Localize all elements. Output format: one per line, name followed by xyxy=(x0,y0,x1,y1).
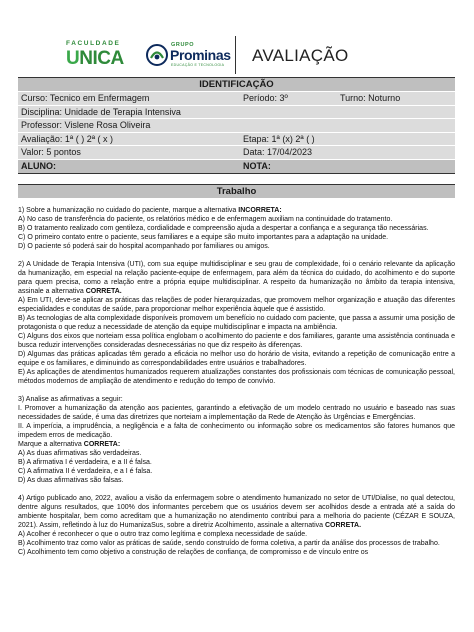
question-2-option-d[interactable]: D) Algumas das práticas aplicadas têm gerado a eficácia no melhor uso do horário de visita, evitando a repetição de comunicação entre a equipe e os familiares, e diminuindo as correspondabilidades entre usuários e trabalhadores. xyxy=(18,351,455,368)
question-3-stem: 3) Analise as afirmativas a seguir: xyxy=(18,395,123,403)
question-1-option-c[interactable]: C) O primeiro contato entre o paciente, seus familiares e a equipe são muito importantes para a adaptação na unidade. xyxy=(18,234,389,242)
page-title: AVALIAÇÃO xyxy=(252,46,349,65)
prominas-grupo-label: GRUPO xyxy=(171,42,195,48)
unica-faculdade-label: FACULDADE xyxy=(66,40,121,47)
question-4-stem: 4) Artigo publicado ano, 2022, avaliou a visão da enfermagem sobre o atendimento humanizado no setor de UTI/Dialise, no qual detectou, dentre alguns resultados, que 100% dos informantes percebem que os usuários devem ser acolhidos desde a entrada até a saída do ambiente hospitalar, bem como acreditam que a humanização no atendimento contribui para a melhoria do paciente (CÉZAR E SOUZA, 2021). Assim, refletindo à luz do HumanizaSus, sobre a diretriz Acolhimento, assinale a alternativa CORRETA. xyxy=(18,494,455,529)
identification-heading-row xyxy=(18,78,455,92)
value-row xyxy=(18,146,455,160)
question-2-option-b[interactable]: B) As tecnologias de alta complexidade disponíveis promovem um benefício no cuidado com paciente, que passa a assumir uma posição de protagonista o que reduz a necessidade de atenção da equipe multidisciplinar e impacta na ambiência. xyxy=(18,315,455,332)
nota-field[interactable]: NOTA: xyxy=(240,159,455,173)
question-4-option-b[interactable]: B) Acolhimento traz como valor as práticas de saúde, sendo construído de forma coletiva, a partir da análise dos processos de trabalho. xyxy=(18,540,440,548)
question-1-stem: 1) Sobre a humanização no cuidado do paciente, marque a alternativa INCORRETA: xyxy=(18,207,282,214)
question-3-option-c[interactable]: C) A afirmativa II é verdadeira, e a I é falsa. xyxy=(18,468,153,476)
question-1-option-b[interactable]: B) O tratamento realizado com gentileza, cordialidade e compreensão ajuda a despertar a confiança e a segurança tão necessárias. xyxy=(18,225,429,233)
avaliacao-cell: Avaliação: 1ª ( ) 2ª ( x ) xyxy=(18,132,240,146)
data-cell: Data: 17/04/2023 xyxy=(240,146,455,160)
question-3-instruction: Marque a alternativa CORRETA: xyxy=(18,441,121,449)
prominas-logo xyxy=(146,42,232,70)
question-2-option-e[interactable]: E) As aplicações de atendimentos humanizados requerem atualizações constantes dos profissionais com técnicas de comunicação pessoal, métodos modernos de ampliação de atendimento e redução do tempo de convívio. xyxy=(18,369,455,386)
etapa-cell: Etapa: 1ª (x) 2ª ( ) xyxy=(240,132,455,146)
question-4-option-a[interactable]: A) Acolher é reconhecer o que o outro traz como legítima e complexa necessidade de saúde. xyxy=(18,531,308,539)
aluno-field[interactable]: ALUNO: xyxy=(18,159,240,173)
disciplina-cell: Disciplina: Unidade de Terapia Intensiva xyxy=(18,105,455,119)
identification-table xyxy=(18,77,455,174)
unica-name: UNICA xyxy=(66,48,124,69)
question-4-option-c[interactable]: C) Acolhimento tem como objetivo a construção de relações de confiança, de compromisso e de vínculo entre os xyxy=(18,549,369,557)
question-2-stem: 2) A Unidade de Terapia Intensiva (UTI), com sua equipe multidisciplinar e seu grau de complexidade, foi o cenário relevante da aplicação da humanização, em especial na relação paciente-equipe de enfermagem, para além da técnica do cuidado, do acolhimento e do suporte para quem precisa, como a relação entre a própria equipe multidisciplinar. A respeito da humanização no âmbito da terapia intensiva, assinale a alternativa CORRETA. xyxy=(18,260,455,295)
question-3-option-d[interactable]: D) As duas afirmativas são falsas. xyxy=(18,477,124,485)
valor-cell: Valor: 5 pontos xyxy=(18,146,240,160)
prominas-mark-icon xyxy=(146,44,168,66)
discipline-row xyxy=(18,105,455,119)
header-divider xyxy=(235,36,236,74)
page-header xyxy=(0,0,474,78)
question-3-option-a[interactable]: A) As duas afirmativas são verdadeiras. xyxy=(18,450,142,458)
turno-cell: Turno: Noturno xyxy=(337,92,455,106)
unica-logo xyxy=(66,40,130,70)
question-3-statement-i: I. Promover a humanização da atenção aos pacientes, garantindo a efetivação de um modelo centrado no usuário e baseado nas suas necessidades de saúde, é uma das diretrizes que norteiam a implementação da Rede de Atenção às Urgências e Emergências. xyxy=(18,404,455,421)
question-1-option-a[interactable]: A) No caso de transferência do paciente, os relatórios médico e de enfermagem auxiliam na continuidade do tratamento. xyxy=(18,216,393,224)
question-3-option-b[interactable]: B) A afirmativa I é verdadeira, e a II é falsa. xyxy=(18,459,152,467)
professor-cell: Professor: Vislene Rosa Oliveira xyxy=(18,119,455,133)
course-row xyxy=(18,92,455,106)
question-2-option-a[interactable]: A) Em UTI, deve-se aplicar as práticas das relações de poder hierarquizadas, que promovem melhor organização e atuação das diferentes especialidades e condutas de saúde, para proporcionar melhor experiência àquele que é assistido. xyxy=(18,296,455,313)
evaluation-row xyxy=(18,132,455,146)
prominas-name: Prominas xyxy=(170,47,231,63)
question-2-option-c[interactable]: C) Alguns dos eixos que norteiam essa política englobam o acolhimento do paciente e dos familiares, garante uma assistência continuada e busca reduzir intervenções consideradas desnecessárias no que diz respeito às diferenças. xyxy=(18,333,455,350)
periodo-cell: Período: 3º xyxy=(240,92,337,106)
prominas-subtitle: EDUCAÇÃO E TECNOLOGIA xyxy=(171,63,225,67)
question-1-option-d[interactable]: D) O paciente só poderá sair do hospital acompanhado por familiares ou amigos. xyxy=(18,243,270,251)
professor-row xyxy=(18,119,455,133)
student-row xyxy=(18,159,455,173)
identification-heading: IDENTIFICAÇÃO xyxy=(18,78,455,92)
curso-cell: Curso: Tecnico em Enfermagem xyxy=(18,92,240,106)
questions-body xyxy=(18,206,455,557)
question-3-statement-ii: II. A imperícia, a imprudência, a negligência e a falta de conhecimento ou informação sobre os medicamentos são fatores humanos que impedem erros de medicação. xyxy=(18,423,455,440)
trabalho-heading: Trabalho xyxy=(18,184,455,198)
